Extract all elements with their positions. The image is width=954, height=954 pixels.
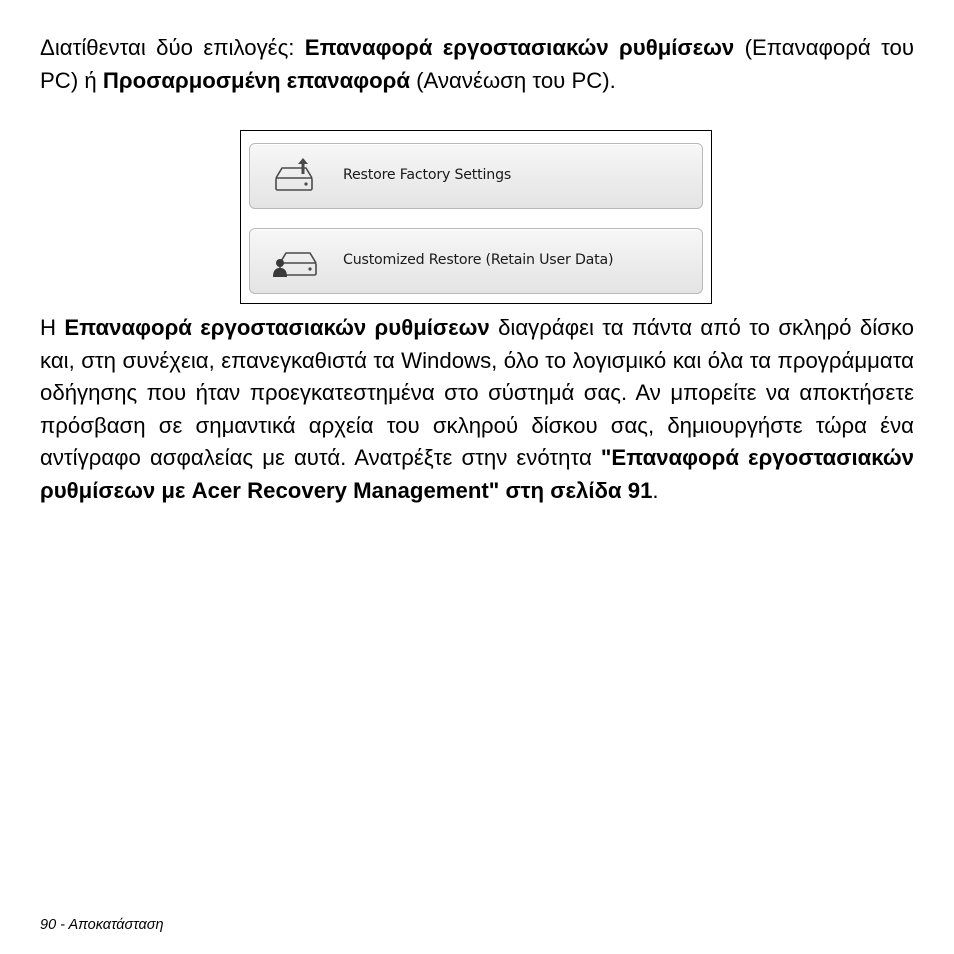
recovery-options-screenshot (240, 130, 712, 304)
section-reference-link[interactable]: "Επαναφορά εργοστασιακών ρυθμίσεων με Acer Recovery Management" στη σελίδα 91 (40, 445, 914, 503)
body-text-2: διαγράφει τα πάντα από το σκληρό δίσκο και, στη συνέχεια, επανεγκαθιστά τα Windows, όλο το λογισμικό και όλα τα προγράμματα οδήγησης που ήταν προεγκατεστημένα στο σύστημά σας. Αν μπορείτε να αποκτήσετε πρόσβαση σε σημαντικά αρχεία του σκληρού δίσκου σας, δημιουργήστε τώρα ένα αντίγραφο ασφαλείας με αυτά. Ανατρέξτε στην ενότητα (40, 315, 914, 470)
drive-user-icon (272, 241, 318, 281)
customized-restore-button[interactable] (249, 228, 703, 294)
body-factory-reset-term: Επαναφορά εργοστασιακών ρυθμίσεων (64, 315, 490, 340)
intro-text-3: (Ανανέωση του PC). (410, 67, 616, 93)
intro-paragraph (40, 32, 914, 97)
page-footer: 90 - Αποκατάσταση (40, 917, 164, 933)
customized-restore-label: Customized Restore (Retain User Data) (343, 252, 614, 268)
intro-text-1: Διατίθενται δύο επιλογές: (40, 35, 305, 60)
drive-upload-icon (272, 156, 318, 196)
body-text-3: . (652, 477, 659, 503)
intro-factory-reset-term: Επαναφορά εργοστασιακών ρυθμίσεων (304, 35, 735, 60)
body-text-1: Η (40, 315, 65, 340)
intro-custom-restore-term: Προσαρμοσμένη επαναφορά (102, 67, 410, 93)
body-paragraph (40, 312, 914, 507)
restore-factory-settings-label: Restore Factory Settings (343, 167, 512, 183)
intro-text-2: (Επαναφορά του PC) ή (40, 35, 914, 93)
restore-factory-settings-button[interactable] (249, 143, 703, 209)
